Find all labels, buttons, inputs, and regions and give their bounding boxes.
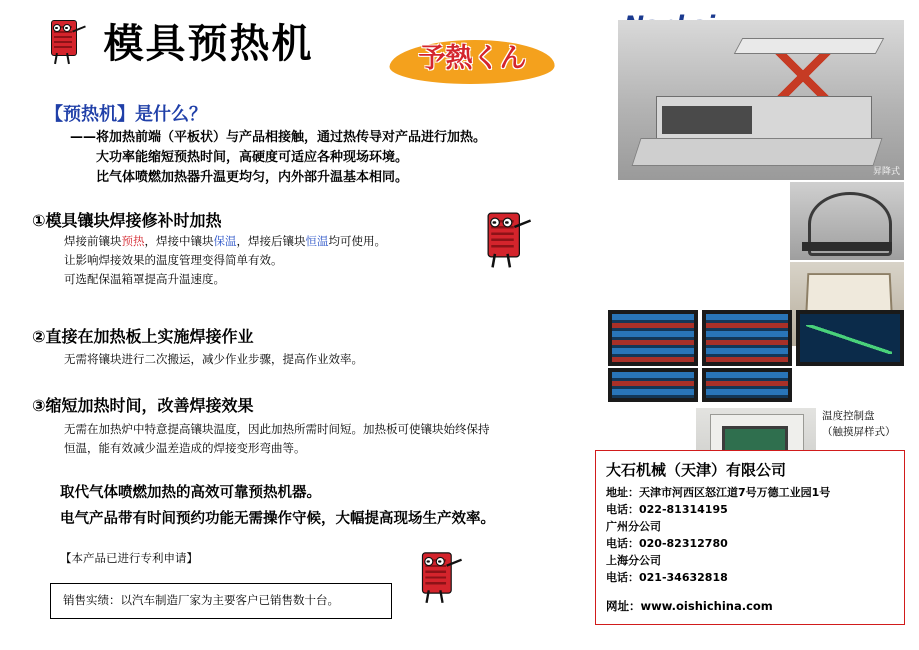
patent-note: 【本产品已进行专利申请】: [60, 551, 198, 565]
sales-record-text: 销售实绩：以汽车制造厂家为主要客户已销售数十台。: [63, 593, 339, 607]
photo-hmi-screen-1: [608, 310, 698, 366]
item-1-line-1: 焊接前镶块预热，焊接中镶块保温，焊接后镶块恒温均可使用。: [64, 234, 386, 248]
item-2-body: [64, 350, 564, 369]
highlight-keepwarm: 保温: [213, 234, 237, 248]
item-3-heading: ③缩短加热时间，改善焊接效果: [32, 396, 254, 415]
photo-hmi-screen-2: [702, 310, 792, 366]
intro-text: [70, 128, 590, 188]
heater-mascot-icon-3: [415, 550, 461, 610]
item-2-line-1: 无需将镶块进行二次搬运，减少作业步骤，提高作业效率。: [64, 352, 363, 366]
contact-company-name: 大石机械（天津）有限公司: [606, 461, 787, 479]
sales-record-box: [50, 583, 392, 619]
photo-hmi-screen-4: [702, 368, 792, 402]
highlight-constant: 恒温: [305, 234, 329, 248]
contact-phone-shanghai: 电话：021-34632818: [606, 571, 728, 584]
contact-branch-guangzhou: 广州分公司: [606, 520, 661, 533]
contact-phone-main: 电话：022-81314195: [606, 503, 728, 516]
intro-heading: 【预热机】是什么？: [45, 104, 207, 125]
item-3-line-1: 无需在加热炉中特意提高镶块温度，因此加热所需时间短。加热板可使镶块始终保持: [64, 422, 490, 436]
item-3-body: [64, 420, 554, 458]
product-badge-logo: [390, 34, 555, 90]
heater-mascot-icon: [45, 18, 85, 70]
item-2-heading: ②直接在加热板上实施焊接作业: [32, 327, 254, 346]
contact-branch-shanghai: 上海分公司: [606, 554, 661, 567]
photo-machine-main: [618, 20, 904, 180]
contact-address: 地址：天津市河西区怒江道7号万德工业园1号: [606, 486, 831, 499]
item-1-line-2: 让影响焊接效果的温度管理变得简单有效。: [64, 253, 283, 267]
control-cabinet-caption: [822, 408, 918, 440]
photo-hmi-graph: [796, 310, 904, 366]
item-3-line-2: 恒温，能有效减少温差造成的焊接变形弯曲等。: [64, 441, 306, 455]
photo-hmi-screen-3: [608, 368, 698, 402]
title-row: [45, 18, 585, 90]
intro-line-3: 比气体喷燃加热器升温更均匀，内外部升温基本相同。: [96, 170, 409, 185]
intro-line-1: ——将加热前端（平板状）与产品相接触，通过热传导对产品进行加热。: [70, 130, 487, 145]
closing-line-1: 取代气体喷燃加热的高效可靠预热机器。: [60, 485, 321, 501]
item-1-heading: ①模具镶块焊接修补时加热: [32, 211, 222, 230]
closing-statements: [60, 480, 580, 532]
photo-main-caption: 昇降式: [872, 167, 900, 177]
contact-website[interactable]: 网址：www.oishichina.com: [606, 599, 773, 613]
highlight-preheat: 预热: [121, 234, 145, 248]
control-caption-line-1: 温度控制盘: [822, 410, 875, 422]
product-badge-text: 予熱くん: [418, 43, 527, 74]
closing-line-2: 电气产品带有时间预约功能无需操作守候，大幅提高现场生产效率。: [60, 511, 495, 527]
intro-line-2: 大功率能缩短预热时间，高硬度可适应各种现场环境。: [96, 150, 409, 165]
photo-heating-ring: [790, 182, 904, 260]
page-title: 模具预热机: [103, 21, 314, 67]
contact-phone-guangzhou: 电话：020-82312780: [606, 537, 728, 550]
control-caption-line-2: （触摸屏样式）: [822, 426, 896, 438]
item-1-line-3: 可选配保温箱罩提高升温速度。: [64, 272, 225, 286]
contact-info-box: [595, 450, 905, 625]
heater-mascot-icon-2: [480, 210, 530, 275]
